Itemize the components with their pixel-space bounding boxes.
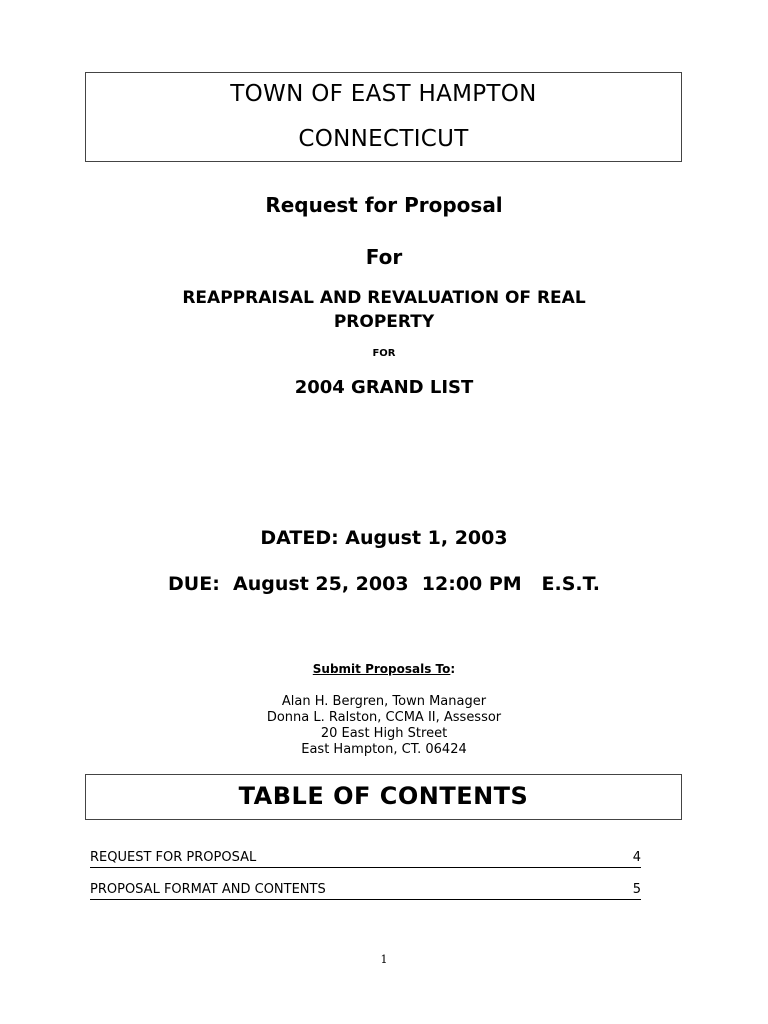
state-name: CONNECTICUT xyxy=(298,126,469,152)
address-line: 20 East High Street xyxy=(320,726,448,741)
town-name: TOWN OF EAST HAMPTON xyxy=(230,81,537,107)
rfp-subject: REAPPRAISAL AND REVALUATION OF REAL PROPERTY xyxy=(182,288,586,332)
submit-label-text: Submit Proposals To xyxy=(312,662,451,676)
toc-entry-label: PROPOSAL FORMAT AND CONTENTS xyxy=(90,882,326,897)
address-line: East Hampton, CT. 06424 xyxy=(301,742,467,757)
address-line: Alan H. Bergren, Town Manager xyxy=(281,694,487,709)
toc-entry[interactable] xyxy=(90,850,641,868)
submit-label-colon: : xyxy=(450,662,456,676)
submit-proposals-label xyxy=(0,662,768,676)
rfp-grand-list: 2004 GRAND LIST xyxy=(294,377,474,398)
toc-entry-page: 5 xyxy=(632,882,641,897)
header-box xyxy=(85,72,682,162)
page-number: 1 xyxy=(380,953,388,966)
toc-entry[interactable] xyxy=(90,882,641,900)
toc-entry-label: REQUEST FOR PROPOSAL xyxy=(90,850,257,865)
toc-header-box xyxy=(85,774,682,820)
rfp-for: For xyxy=(365,245,403,269)
due-line: DUE: August 25, 2003 12:00 PM E.S.T. xyxy=(168,573,600,595)
toc-entry-page: 4 xyxy=(632,850,641,865)
address-line: Donna L. Ralston, CCMA II, Assessor xyxy=(266,710,502,725)
toc-title: TABLE OF CONTENTS xyxy=(238,782,529,810)
rfp-small-for: FOR xyxy=(372,348,396,359)
dated-line: DATED: August 1, 2003 xyxy=(260,527,508,549)
rfp-title: Request for Proposal xyxy=(265,193,503,217)
